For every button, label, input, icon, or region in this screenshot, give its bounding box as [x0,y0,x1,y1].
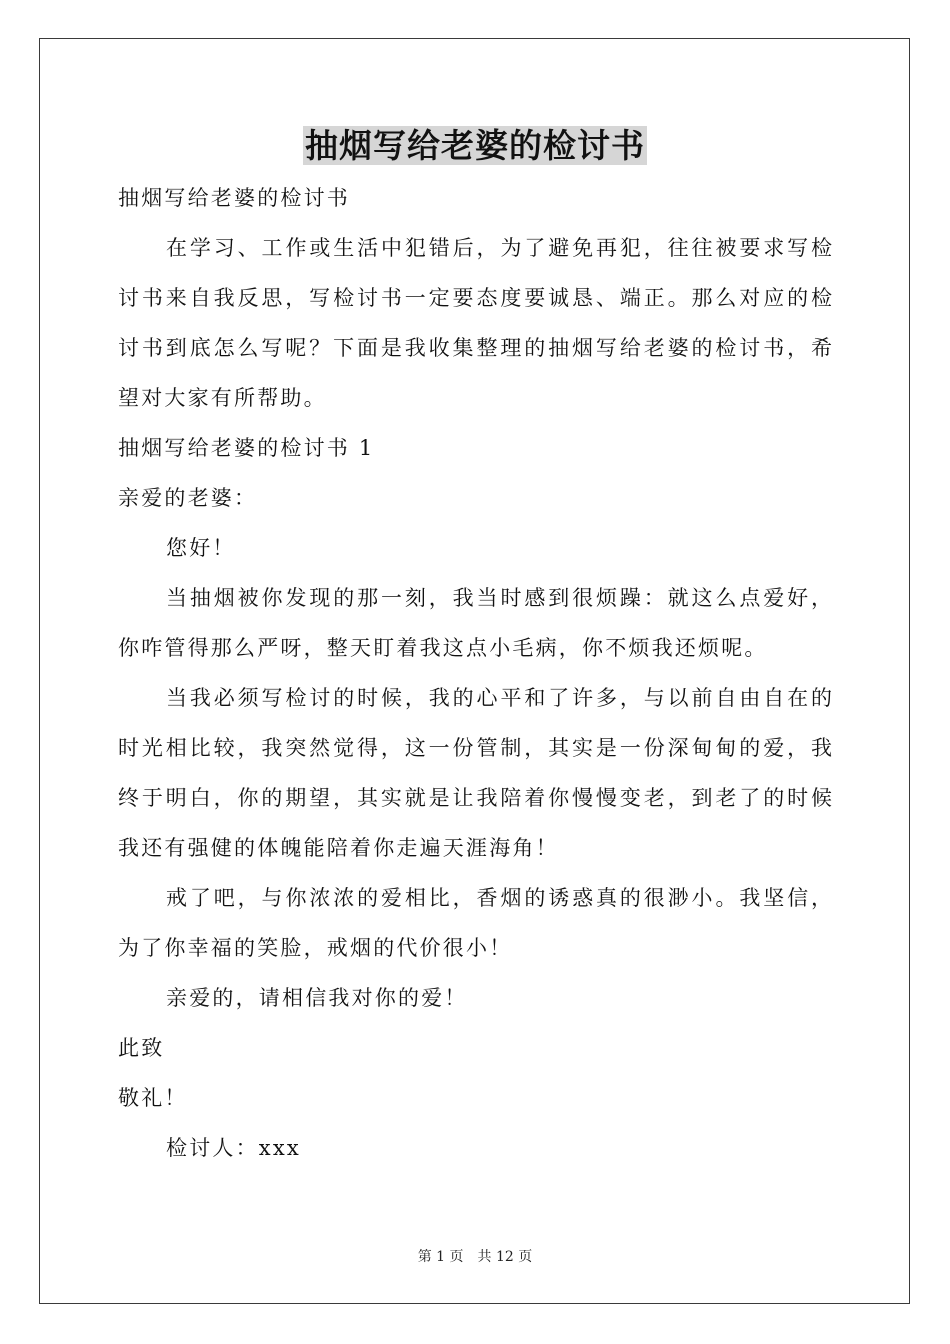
text-line: 此致 [118,1036,165,1060]
text-line: 你咋管得那么严呀，整天盯着我这点小毛病，你不烦我还烦呢。 [118,636,768,660]
page-number: 第 1 页 [417,1249,464,1265]
page-footer [0,1248,950,1266]
text-line: 戒了吧，与你浓浓的爱相比，香烟的诱惑真的很渺小。我坚信， [166,886,832,910]
text-line: 望对大家有所帮助。 [118,386,327,410]
text-line: 抽烟写给老婆的检讨书 [118,186,350,210]
text-line: 为了你幸福的笑脸，戒烟的代价很小！ [118,936,513,960]
text-line: 在学习、工作或生活中犯错后，为了避免再犯，往往被要求写检 [166,236,832,260]
text-line: 您好！ [166,536,236,560]
text-line: 敬礼！ [118,1086,188,1110]
text-line: 抽烟写给老婆的检讨书 1 [118,436,375,460]
text-line: 时光相比较，我突然觉得，这一份管制，其实是一份深甸甸的爱，我 [118,736,832,760]
document-title [0,124,950,168]
page-total: 共 12 页 [477,1249,533,1265]
text-line: 当我必须写检讨的时候，我的心平和了许多，与以前自由自在的 [166,686,832,710]
text-line: 亲爱的，请相信我对你的爱！ [166,986,468,1010]
text-line: 讨书来自我反思，写检讨书一定要态度要诚恳、端正。那么对应的检 [118,286,832,310]
text-line: 我还有强健的体魄能陪着你走遍天涯海角！ [118,836,559,860]
text-line: 终于明白，你的期望，其实就是让我陪着你慢慢变老，到老了的时候 [118,786,832,810]
text-line: 讨书到底怎么写呢？下面是我收集整理的抽烟写给老婆的检讨书，希 [118,336,832,360]
text-line: 当抽烟被你发现的那一刻，我当时感到很烦躁：就这么点爱好， [166,586,832,610]
document-title-text: 抽烟写给老婆的检讨书 [305,126,645,165]
text-line: 检讨人：xxx [166,1136,301,1160]
text-line: 亲爱的老婆： [118,486,258,510]
document-body [118,173,832,1173]
